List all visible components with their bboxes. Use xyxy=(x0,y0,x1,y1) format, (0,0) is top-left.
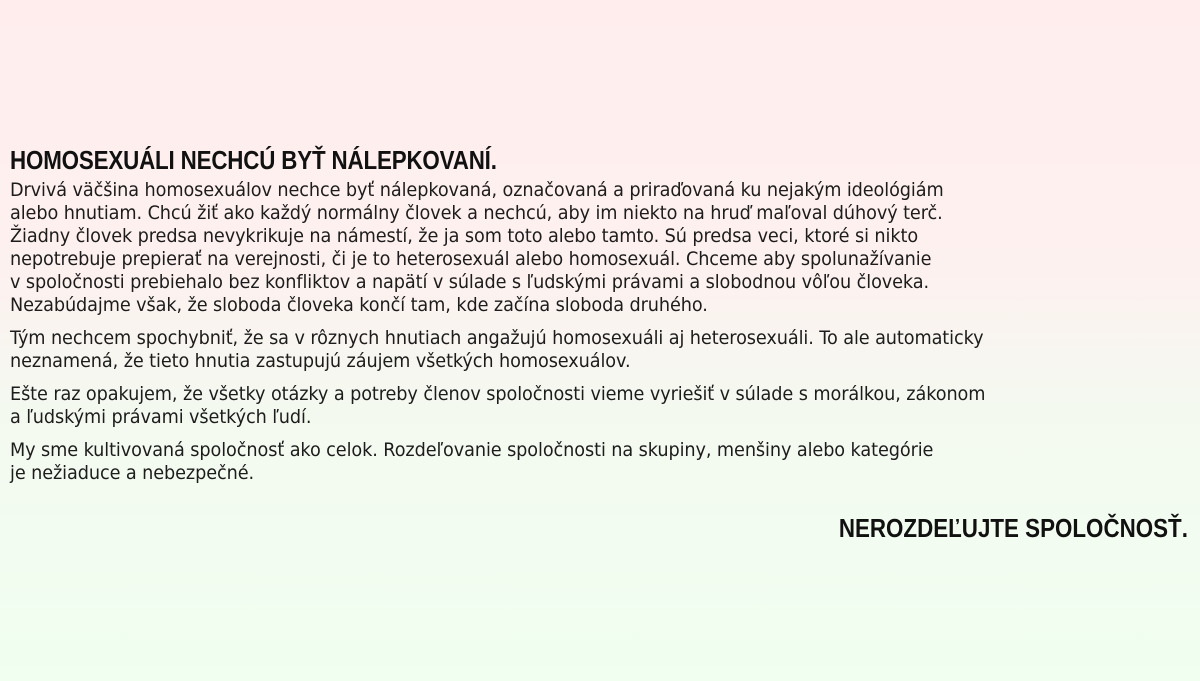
text-line: je nežiaducе a nebezpečné. xyxy=(10,462,255,484)
text-line: neznamená, že tieto hnutia zastupujú záujem všetkých homosexuálov. xyxy=(10,350,631,372)
text-line: Ešte raz opakujem, že všetky otázky a potreby členov spoločnosti vieme vyriešiť v súlade s morálkou, zákonom xyxy=(10,383,986,405)
paragraph-4 xyxy=(10,439,1191,485)
paragraph-1 xyxy=(10,179,1191,317)
text-line: My sme kultivovaná spoločnosť ako celok. Rozdeľovanie spoločnosti na skupiny, menšiny alebo kategórie xyxy=(10,439,934,461)
text-line: Tým nechcem spochybniť, že sa v rôznych hnutiach angažujú homosexuáli aj heterosexuáli. To ale automaticky xyxy=(10,327,984,349)
text-line: alebo hnutiam. Chcú žiť ako každý normálny človek a nechcú, aby im niekto na hruď maľoval dúhový terč. xyxy=(10,202,943,224)
document-title: HOMOSEXUÁLI NECHCÚ BYŤ NÁLEPKOVANÍ. xyxy=(10,145,497,175)
text-line: v spoločnosti prebiehalo bez konfliktov a napätí v súlade s ľudskými právami a slobodnou vôľou človeka. xyxy=(10,271,930,293)
closing-statement: NEROZDEĽUJTE SPOLOČNOSŤ. xyxy=(838,513,1188,543)
text-line: Nezabúdajme však, že sloboda človeka končí tam, kde začína sloboda druhého. xyxy=(10,294,708,316)
text-line: a ľudskými právami všetkých ľudí. xyxy=(10,406,312,428)
paragraph-2 xyxy=(10,327,1191,373)
text-line: Žiadny človek predsa nevykrikuje na námestí, že ja som toto alebo tamto. Sú predsa veci, ktoré si nikto xyxy=(10,225,919,247)
text-line: nepotrebuje prepierať na verejnosti, či je to heterosexuál alebo homosexuál. Chceme aby spolunažívanie xyxy=(10,248,932,270)
paragraph-3 xyxy=(10,383,1191,429)
document-body xyxy=(10,144,1192,495)
text-line: Drvivá väčšina homosexuálov nechce byť nálepkovaná, označovaná a priraďovaná ku nejakým ideológiám xyxy=(10,179,944,201)
